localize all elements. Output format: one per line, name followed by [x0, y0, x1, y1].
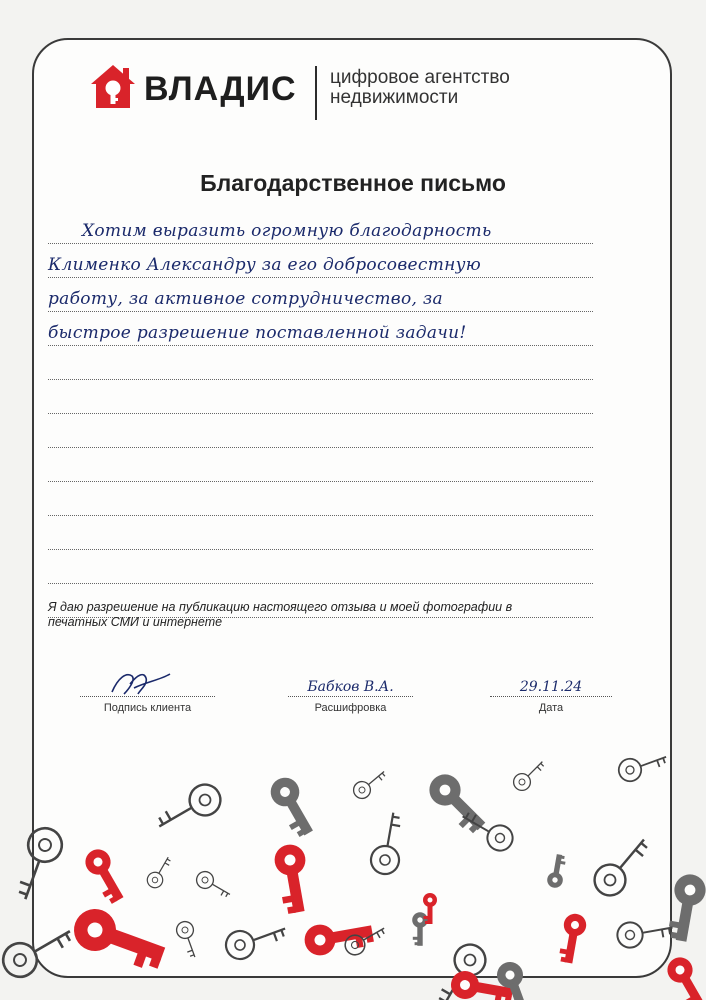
letter-line	[48, 516, 593, 550]
date-value: 29.11.24	[519, 679, 583, 695]
handwritten-text: Хотим выразить огромную благодарность	[82, 221, 492, 241]
letter-body	[48, 210, 593, 618]
letter-line	[48, 448, 593, 482]
letter-line	[48, 550, 593, 584]
client-signature-line	[80, 670, 215, 697]
date-line	[490, 670, 612, 697]
letter-line	[48, 278, 593, 312]
key-icon	[663, 953, 706, 1000]
letter-line	[48, 380, 593, 414]
brand-divider	[315, 66, 317, 120]
letter-line	[48, 312, 593, 346]
handwritten-text: быстрое разрешение поставленной задачи!	[48, 323, 467, 343]
handwritten-text: работу, за активное сотрудничество, за	[48, 289, 443, 309]
date-block	[490, 670, 612, 714]
brand-logo	[88, 62, 608, 132]
client-signature-block	[80, 670, 215, 714]
letter-line	[48, 244, 593, 278]
date-label: Дата	[538, 702, 564, 714]
letter-line	[48, 414, 593, 448]
client-signature-label: Подпись клиента	[103, 702, 192, 714]
decoding-line	[288, 670, 413, 697]
decoding-value: Бабков В.А.	[307, 679, 394, 695]
tagline-line-1: цифровое агентство	[330, 67, 510, 88]
brand-tagline	[330, 68, 510, 108]
consent-text: Я даю разрешение на публикацию настоящего отзыва и моей фотографии в печатных СМИ и интернете	[48, 600, 513, 629]
house-logo-icon	[88, 62, 138, 112]
decoding-block	[288, 670, 413, 714]
decoding-label: Расшифровка	[314, 702, 387, 714]
letter-line	[48, 210, 593, 244]
handwritten-text: Клименко Александру за его добросовестную	[48, 255, 482, 275]
letter-line	[48, 482, 593, 516]
letter-title: Благодарственное письмо	[200, 170, 506, 196]
signature-scribble	[104, 668, 184, 698]
letter-line	[48, 346, 593, 380]
brand-name: ВЛАДИС	[144, 70, 297, 108]
tagline-line-2: недвижимости	[330, 87, 459, 108]
